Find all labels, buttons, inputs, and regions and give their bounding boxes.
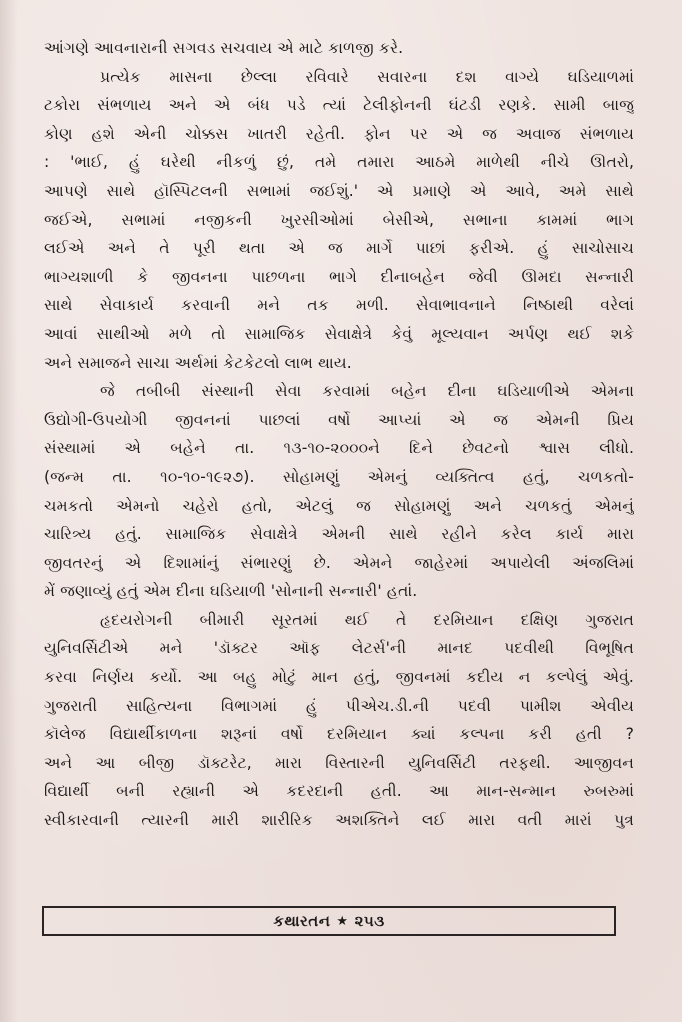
page-number: ૨૫૩ [354, 912, 385, 930]
text-line: જઈએ, સભામાં નજીકની ખુરસીઓમાં બેસીએ, સભાના કામમાં ભાગ [44, 210, 634, 229]
text-line: કોણ હશે એની ચોક્કસ ખાતરી રહેતી. ફોન પર એ જ અવાજ સંભળાય [44, 124, 634, 143]
footer-book-title: કથારતન [273, 912, 331, 930]
text-line: જીવતરનું એ દિશામાંનું સંભારણું છે. એમને જાહેરમાં અપાયેલી અંજલિમાં [44, 553, 634, 572]
text-line: સ્વીકારવાની ત્યારની મારી શારીરિક અશક્તિને લઈ મારા વતી મારાં પુત્ર [44, 811, 634, 830]
text-line: લઈએ અને તે પૂરી થતા એ જ માર્ગે પાછાં ફરીએ. હું સાચોસાચ [44, 239, 634, 258]
paragraph-start-line: હૃદયરોગની બીમારી સૂરતમાં થઈ તે દરમિયાન દક્ષિણ ગુજરાત [100, 610, 634, 629]
text-line: ચમકતો એમનો ચહેરો હતો, એટલું જ સોહામણું અને ચળકતું એમનું [44, 496, 634, 515]
paragraph-start-line: જે તબીબી સંસ્થાની સેવા કરવામાં બહેન દીના ઘડિયાળીએ એમના [100, 382, 634, 401]
text-line: : 'ભાઈ, હું ઘરેથી નીકળું છું, તમે તમારા આઠમે માળેથી નીચે ઊતરો, [44, 153, 634, 172]
body-text [44, 34, 634, 835]
text-line: કૉલેજ વિદ્યાર્થીકાળના શરૂનાં વર્ષો દરમિયાન ક્યાં કલ્પના કરી હતી ? [44, 725, 634, 744]
star-icon: ★ [336, 913, 349, 929]
text-line: અને આ બીજી ડૉક્ટરેટ, મારા વિસ્તારની યુનિવર્સિટી તરફથી. આજીવન [44, 753, 634, 772]
paragraph-start-line: પ્રત્યેક માસના છેલ્લા રવિવારે સવારના દશ વાગ્યે ઘડિયાળમાં [100, 67, 634, 86]
text-line: આંગણે આવનારાની સગવડ સચવાય એ માટે કાળજી કરે. [44, 39, 404, 57]
text-line: વિદ્યાર્થી બની રહ્યાની એ કદરદાની હતી. આ માન-સન્માન રુબરુમાં [44, 782, 634, 801]
paragraph-end-line: અને સમાજને સાચા અર્થમાં કેટકેટલો લાભ થાય. [44, 353, 352, 372]
page-gutter-shadow [0, 0, 18, 1022]
text-line: યુનિવર્સિટીએ મને 'ડૉક્ટર ઑફ લેટર્સ'ની માનદ પદવીથી વિભૂષિત [44, 639, 634, 658]
text-line: કરવા નિર્ણય કર્યો. આ બહુ મોટું માન હતું, જીવનમાં કદીય ન કલ્પેલું એવું. [44, 668, 634, 687]
text-line: ચારિત્ર્ય હતું. સામાજિક સેવાક્ષેત્રે એમની સાથે રહીને કરેલ કાર્ય મારા [44, 525, 634, 544]
text-line: ભાગ્યશાળી કે જીવનના પાછળના ભાગે દીનાબહેન જેવી ઊમદા સન્નારી [44, 267, 634, 286]
text-line: સંસ્થામાં એ બહેને તા. ૧૩-૧૦-૨૦૦૦ને દિને છેવટનો શ્વાસ લીધો. [44, 439, 634, 458]
text-line: આપણે સાથે હૉસ્પિટલની સભામાં જઈશું.' એ પ્રમાણે એ આવે, અમે સાથે [44, 181, 634, 200]
text-line: ગુજરાતી સાહિત્યના વિભાગમાં હું પીએચ.ડી.ની પદવી પામીશ એવીય [44, 696, 634, 715]
text-line: આવાં સાથીઓ મળે તો સામાજિક સેવાક્ષેત્રે કેવું મૂલ્યવાન અર્પણ થઈ શકે [44, 324, 634, 343]
text-line: સાથે સેવાકાર્ય કરવાની મને તક મળી. સેવાભાવનાને નિષ્ઠાથી વરેલાં [44, 296, 634, 315]
text-line: (જન્મ તા. ૧૦-૧૦-૧૯૨૭). સોહામણું એમનું વ્યક્તિત્વ હતું, ચળકતો- [44, 467, 634, 486]
text-line: ટકોરા સંભળાય અને એ બંધ પડે ત્યાં ટેલીફોનની ઘંટડી રણકે. સામી બાજુ [44, 96, 634, 115]
text-line: ઉદ્યોગી-ઉપયોગી જીવનનાં પાછલાં વર્ષો આપ્યાં એ જ એમની પ્રિય [44, 410, 634, 429]
page-footer [42, 906, 616, 936]
paragraph-end-line: મેં જણાવ્યું હતું એમ દીના ઘડિયાળી 'સોનાની સન્નારી' હતાં. [44, 582, 418, 601]
